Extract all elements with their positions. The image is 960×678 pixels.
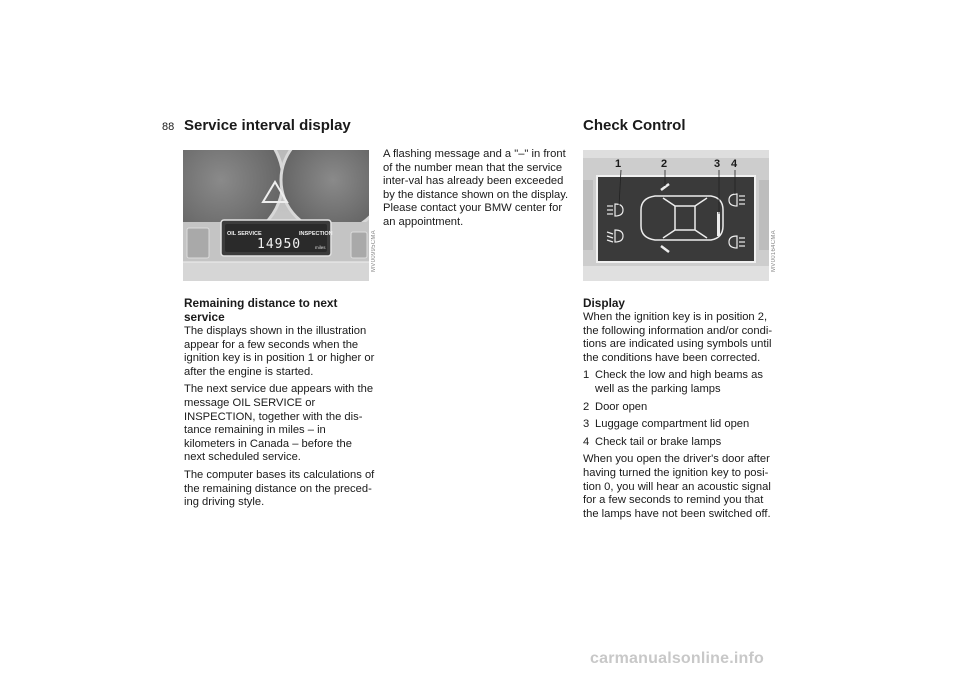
section-title-check-control: Check Control (583, 117, 686, 134)
list-item (583, 436, 775, 450)
list-item (583, 369, 775, 396)
page-number: 88 (162, 121, 175, 133)
list-item-number: 4 (583, 435, 590, 448)
subhead-remaining-distance: Remaining distance to next service (184, 296, 338, 324)
section-title-service-interval: Service interval display (184, 117, 351, 134)
instrument-cluster-drawing (183, 150, 369, 281)
middle-text-column (383, 148, 575, 234)
check-control-drawing (583, 150, 769, 281)
right-text-column (583, 296, 775, 525)
callout-4: 4 (731, 158, 738, 170)
watermark-text: carmanualsonline.info (590, 650, 765, 667)
paragraph-displays: The displays shown in the illustration appear for a few seconds when the ignition key is in position 1 or higher or after the engine is started. (184, 325, 375, 378)
paragraph-computer-calculation: The computer bases its calculations of the remaining distance on the preced-ing driving style. (184, 468, 375, 509)
display-oil-service-label: OIL SERVICE (227, 231, 262, 237)
subhead-display: Display (583, 296, 625, 310)
paragraph-flashing-message: A flashing message and a "–" in front of the number mean that the service inter-val has already been exceeded by the distance shown on the display. Please contact your BMW center for an appointment. (383, 148, 569, 228)
callout-2: 2 (661, 158, 668, 170)
list-item (583, 401, 775, 415)
left-text-column (184, 296, 376, 514)
image-code-left: MV00995CMA (371, 230, 377, 273)
image-code-right: MV00164CMA (771, 230, 777, 273)
list-item-number: 3 (583, 418, 590, 431)
display-distance-reading: 14950 (257, 237, 302, 252)
list-item-text: Luggage compartment lid open (595, 418, 750, 431)
list-item (583, 418, 775, 432)
callout-1: 1 (615, 158, 622, 170)
list-item-text: Door open (595, 400, 648, 413)
display-unit-label: miles (315, 245, 326, 250)
paragraph-acoustic-signal: When you open the driver's door after having turned the ignition key to posi-tion 0, you will hear an acoustic signal for a few seconds to remind you that the lamps have not been switched off. (583, 453, 771, 520)
callout-3: 3 (714, 158, 721, 170)
luggage-lid-indicator (717, 212, 720, 236)
list-item-number: 1 (583, 369, 590, 382)
list-item-number: 2 (583, 400, 590, 413)
list-item-text: Check the low and high beams as well as the parking lamps (595, 369, 763, 395)
service-interval-illustration (183, 150, 369, 281)
list-item-text: Check tail or brake lamps (595, 435, 722, 448)
paragraph-next-service: The next service due appears with the message OIL SERVICE or INSPECTION, together with the dis-tance remaining in miles – in kilometers in Canada – before the next scheduled service. (184, 383, 374, 464)
check-control-illustration (583, 150, 769, 281)
paragraph-display-intro: When the ignition key is in position 2, the following information and/or condi-tions are indicated using symbols until the conditions have been corrected. (583, 311, 773, 364)
display-inspection-label: INSPECTION (299, 231, 333, 237)
